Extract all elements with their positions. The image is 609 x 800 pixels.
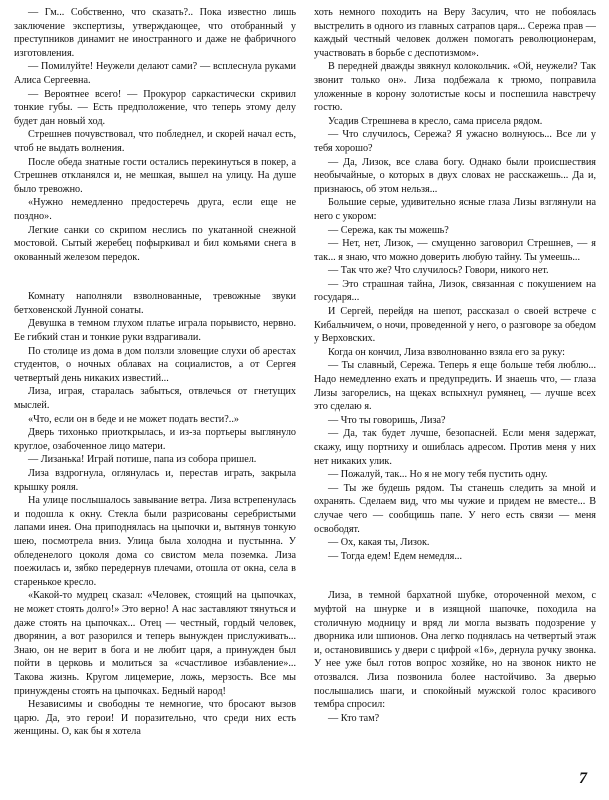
paragraph: «Нужно немедленно предостеречь друга, если еще не поздно». [14, 197, 296, 222]
left-column [14, 6, 296, 739]
paragraph: — Пожалуй, так... Но я не могу тебя пустить одну. [328, 469, 548, 481]
paragraph: — Да, Лизок, все слава богу. Однако были происшествия необычайные, о которых в двух словах не расскажешь... Да и, признаюсь, об этом нельзя... [314, 156, 596, 195]
paragraph: «Какой-то мудрец сказал: «Человек, стоящий на цыпочках, не может стоять долго!» Это верно! А нас заставляют тянуться и даже стоять на цыпочках... Отец — честный, гордый человек, дворянин, а вот разорился и теперь вынужден прислуживать... Знаю, он не верит в бога и не любит царя, а принужден был пойти в церковь и молиться за «счастливое избавление»... Такова жизнь. Кругом лицемерие, ложь, мерзость. Все мы принуждены стоять на цыпочках. Бедный народ! [14, 590, 296, 697]
paragraph: — Да, так будет лучше, безопасней. Если меня задержат, скажу, ищу портниху и ошиблась адресом. Против меня у них нет никаких улик. [314, 428, 596, 467]
paragraph: На улице послышалось завывание ветра. Лиза встрепенулась и подошла к окну. Стекла были разрисованы серебристыми лапами инея. Она приподнялась на цыпочки и, вытянув тонкую шею, посмотрела вниз. Улица была холодна и пустынна. У обледенелого цоколя дома со свистом мела поземка. Лиза поежилась и, зябко передернув плечами, отошла от окна, села в старенькое кресло. [14, 495, 296, 588]
paragraph: Лиза вздрогнула, оглянулась и, перестав играть, закрыла крышку рояля. [14, 468, 296, 493]
paragraph: — Кто там? [328, 712, 380, 724]
paragraph: — Нет, нет, Лизок, — смущенно заговорил Стрешнев, — я так... я знаю, что можно доверить любую тайну. Ты умеешь... [314, 238, 596, 263]
paragraph: И Сергей, перейдя на шепот, рассказал о своей встрече с Кибальчичем, о ночи, проведенной у него, о разговоре за обедом у Верховских. [314, 306, 596, 345]
paragraph: — Вероятнее всего! — Прокурор саркастически скривил тонкие губы. — Есть предположение, что теперь этому делу будет дан новый ход. [14, 88, 296, 127]
paragraph: Стрешнев почувствовал, что побледнел, и скорей начал есть, чтоб не выдать волнения. [14, 129, 296, 154]
paragraph: Дверь тихонько приоткрылась, и из-за портьеры выглянуло круглое, озабоченное лицо матери. [14, 427, 296, 452]
paragraph: Лиза, в темной бархатной шубке, отороченной мехом, с муфтой на шнурке и в изящной шапочке, походила на столичную модницу и вряд ли могла вызвать подозрение у дворника или шпионов. Она легко поднялась на четвертый этаж и, остановившись у двери с цифрой «16», дернула ручку звонка. У нее уже был готов вопрос хозяйке, но на звонок никто не отозвался. Лиза позвонила более настойчиво. За дверью послышались шаги, и спокойный мужской голос красивого тембра спросил: [314, 590, 596, 711]
paragraph: В передней дважды звякнул колокольчик. «Ой, неужели? Так звонит только он». Лиза подбежала к трюмо, поправила уложенные в корону золотистые косы и поспешила навстречу гостю. [314, 61, 596, 114]
paragraph: Лиза, играя, старалась забыться, отвлечься от гнетущих мыслей. [14, 386, 296, 412]
paragraph: Усадив Стрешнева в кресло, сама присела рядом. [328, 115, 543, 127]
paragraph: — Это страшная тайна, Лизок, связанная с покушением на государя... [314, 278, 596, 304]
paragraph: — Так что же? Что случилось? Говори, никого нет. [328, 265, 549, 277]
paragraph: Когда он кончил, Лиза взволнованно взяла его за руку: [328, 346, 565, 358]
paragraph: — Помилуйте! Неужели делают сами? — всплеснула руками Алиса Сергеевна. [14, 61, 296, 86]
paragraph: — Сережа, как ты можешь? [328, 224, 449, 236]
paragraph: — Ты же будешь рядом. Ты станешь следить за мной и охранять. Сделаем вид, что мы чужие и придем не вместе... В случае чего — сообщишь папе. У него есть связи — меня освободят. [314, 482, 596, 535]
paragraph: хоть немного походить на Веру Засулич, что не побоялась выстрелить в одного из главных сатрапов царя... Сережа прав — каждый честный человек должен помогать революционерам, участвовать в борьбе с деспотизмом». [314, 7, 596, 59]
paragraph: Девушка в темном глухом платье играла порывисто, нервно. Ее гибкий стан и тонкие руки вздрагивали. [14, 318, 296, 344]
paragraph: — Что ты говоришь, Лиза? [328, 414, 446, 426]
paragraph: — Ты славный, Сережа. Теперь я еще больше тебя люблю... Надо немедленно ехать и предупредить. И знаешь что, — глаза Лизы загорелись, на щеках вспыхнул румянец, — лучше всех это сделаю я. [314, 360, 596, 413]
paragraph: Независимы и свободны те немногие, что бросают вызов царю. Да, это герои! И поразительно, что среди них есть женщины. О, как бы я хотела [14, 699, 296, 738]
right-column [314, 6, 596, 725]
paragraph: Комнату наполняли взволнованные, тревожные звуки бетховенской Лунной сонаты. [14, 291, 296, 316]
paragraph: После обеда знатные гости остались перекинуться в покер, а Стрешнев откланялся и, не мешкая, вышел на улицу. На душе было тревожно. [14, 156, 296, 195]
page-number: 7 [579, 770, 587, 787]
paragraph: — Тогда едем! Едем немедля... [328, 550, 463, 562]
paragraph: — Что случилось, Сережа? Я ужасно волнуюсь... Все ли у тебя хорошо? [314, 129, 596, 154]
paragraph: — Ох, какая ты, Лизок. [328, 537, 430, 549]
paragraph: «Что, если он в беде и не может подать вести?..» [28, 413, 239, 425]
paragraph: Большие серые, удивительно ясные глаза Лизы взглянули на него с укором: [314, 197, 596, 222]
paragraph: По столице из дома в дом ползли зловещие слухи об арестах студентов, о ночных облавах на социалистов, а от Сергея четвертый день никаких известий... [14, 345, 296, 384]
paragraph: — Лизанька! Играй потише, папа из собора пришел. [28, 454, 257, 466]
paragraph: — Гм... Собственно, что сказать?.. Пока известно лишь заключение экспертизы, утверждающее, что отобранный у преступников динамит не иностранного и даже не фабричного изготовления. [14, 7, 296, 59]
paragraph: Легкие санки со скрипом неслись по укатанной снежной мостовой. Сытый жеребец пофыркивал и бил комьями снега в окованный железом передок. [14, 224, 296, 263]
